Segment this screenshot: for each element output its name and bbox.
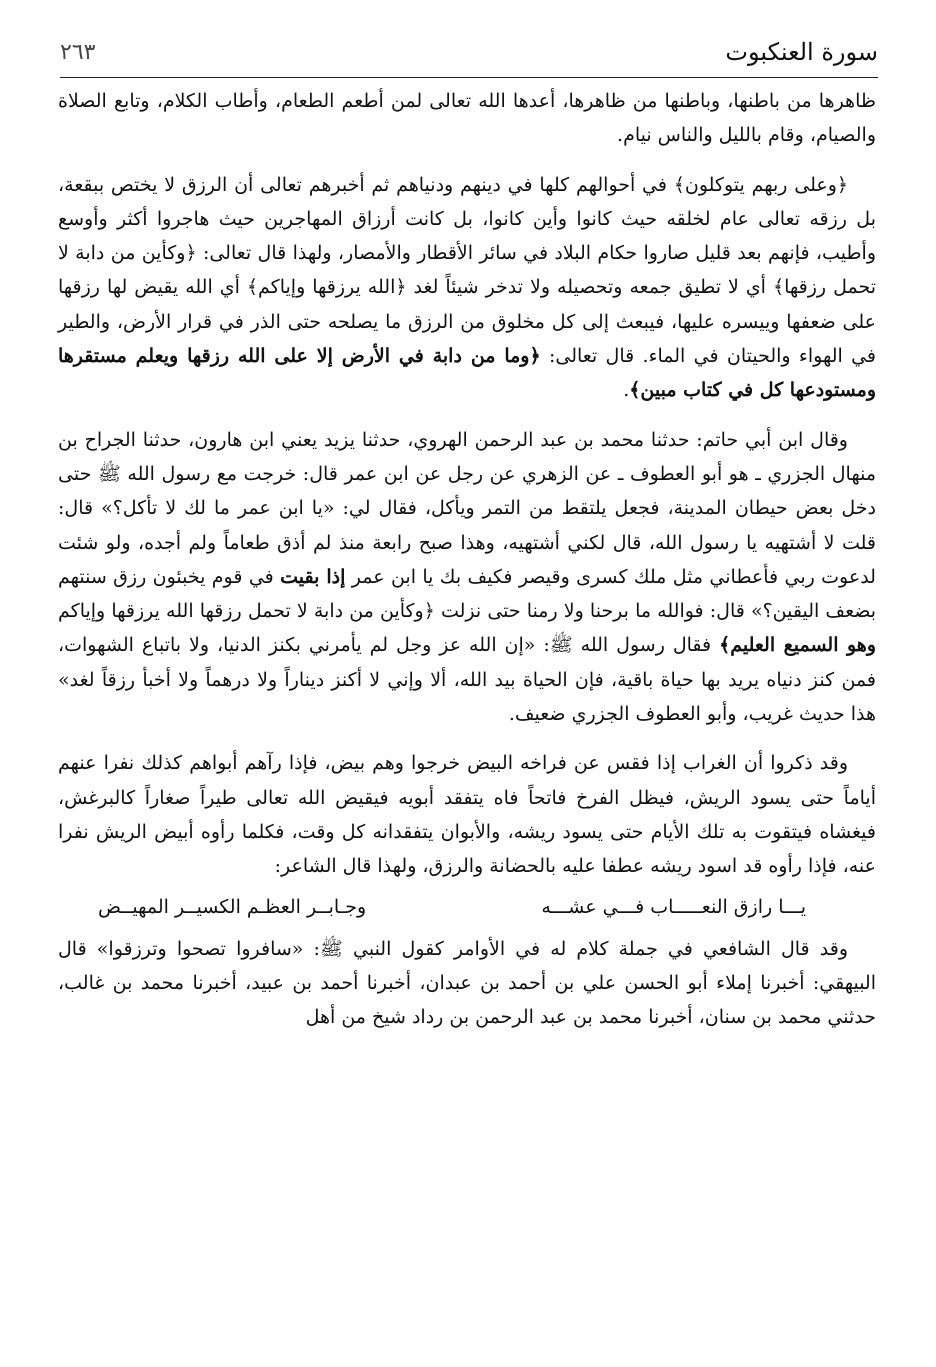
paragraph-3-text-b: في قوم يخبئون رزق سنتهم بضعف اليقين؟» قال: فوالله ما برحنا ولا رمنا حتى نزلت ﴿وكأين من دابة لا تحمل رزقها الله يرزقها وإياكم	[58, 565, 876, 623]
page-body	[58, 84, 876, 1034]
paragraph-3-text-a: وقال ابن أبي حاتم: حدثنا محمد بن عبد الرحمن الهروي، حدثنا يزيد يعني ابن هارون، حدثنا الجراح بن منهال الجزري ـ هو أبو العطوف ـ عن الزهري عن رجل عن ابن عمر قال: خرجت مع رسول الله ﷺ حتى دخل بعض حيطان المدينة، فجعل يلتقط من التمر ويأكل، فقال لي: «يا ابن عمر ما لك لا تأكل؟» قال: قلت لا أشتهيه يا رسول الله، قال لكني أشتهيه، وهذا صبح رابعة منذ لم أذق طعاماً ولم أجده، ولو شئت لدعوت ربي فأعطاني مثل ملك كسرى وقيصر فكيف بك يا ابن عمر	[58, 428, 876, 588]
paragraph-5: وقد قال الشافعي في جملة كلام له في الأوامر كقول النبي ﷺ: «سافروا تصحوا وترزقوا» قال البيهقي: أخبرنا إملاء أبو الحسن علي بن أحمد بن عبدان، أخبرنا أحمد بن عبيد، أخبرنا محمد بن غالب، حدثني محمد بن سنان، أخبرنا محمد بن عبد الرحمن بن رداد شيخ من أهل	[58, 937, 876, 1029]
paragraph-3-bold-b: وهو السميع العليم﴾	[719, 634, 877, 657]
paragraph-3	[58, 423, 876, 732]
paragraph-4: وقد ذكروا أن الغراب إذا فقس عن فراخه البيض خرجوا وهم بيض، فإذا رآهم أبواهم كذلك نفرا عنهم أياماً حتى يسود الريش، فيظل الفرخ فاتحاً فاه يتفقد أبويه فيقيض الله تعالى طيراً صغاراً كالبرغش، فيغشاه فيتقوت به تلك الأيام حتى يسود ريشه، والأبوان يتفقدانه كل وقت، فكلما رأوه أبيض الريش نفرا عنه، فإذا رأوه قد اسود ريشه عطفا عليه بالحضانة والرزق، ولهذا قال الشاعر:	[58, 752, 876, 878]
paragraph-gap	[58, 153, 876, 168]
page-header	[60, 22, 878, 78]
page-number: ٢٦٣	[60, 40, 96, 65]
paragraph-gap	[58, 731, 876, 746]
poem-verse	[58, 890, 876, 924]
paragraph-2: ﴿وعلى ربهم يتوكلون﴾ في أحوالهم كلها في دينهم ودنياهم ثم أخبرهم تعالى أن الرزق لا يختص ببقعة، بل رزقه تعالى عام لخلقه حيث كانوا وأين كانوا، بل كانت أرزاق المهاجرين حيث هاجروا أكثر وأوسع وأطيب، فإنهم بعد قليل صاروا حكام البلاد في سائر الأقطار والأمصار، ولهذا قال تعالى: ﴿وكأين من دابة لا تحمل رزقها﴾ أي لا تطيق جمعه وتحصيله ولا تدخر شيئاً لغد ﴿الله يرزقها وإياكم﴾ أي الله يقيض لها رزقها على ضعفها وييسره عليها، فيبعث إلى كل مخلوق من الرزق ما يصلحه حتى الذر في قرار الأرض، والطير في الهواء والحيتان في الماء. قال تعالى: ﴿وما من دابة في الأرض إلا على الله رزقها ويعلم مستقرها ومستودعها كل في كتاب مبين﴾.	[58, 173, 876, 402]
paragraph-gap	[58, 408, 876, 423]
paragraph-3-bold-a: إذا بقيت	[280, 565, 346, 588]
paragraph-2-text: ﴿وعلى ربهم يتوكلون﴾ في أحوالهم كلها في دينهم ودنياهم ثم أخبرهم تعالى أن الرزق لا يختص ببقعة، بل رزقه تعالى عام لخلقه حيث كانوا وأين كانوا، بل كانت أرزاق المهاجرين حيث هاجروا أكثر وأوسع وأطيب، فإنهم بعد قليل صاروا حكام البلاد في سائر الأقطار والأمصار، ولهذا قال تعالى: ﴿وكأين من دابة لا تحمل رزقها﴾ أي لا تطيق جمعه وتحصيله ولا تدخر شيئاً لغد ﴿الله يرزقها وإياكم﴾ أي الله يقيض لها رزقها على ضعفها وييسره عليها، فيبعث إلى كل مخلوق من الرزق ما يصلحه حتى الذر في قرار الأرض، والطير في الهواء والحيتان في الماء. قال تعالى:	[58, 173, 876, 368]
poem-left-hemistich: وجـابــر العظـم الكسيــر المهيــض	[98, 895, 367, 918]
header-divider	[60, 77, 878, 78]
running-title: سورة العنكبوت	[725, 38, 878, 66]
quran-verse-bold: ﴿وما من دابة في الأرض إلا على الله رزقها ويعلم مستقرها ومستودعها كل في كتاب مبين﴾	[58, 345, 876, 402]
paragraph-1: ظاهرها من باطنها، وباطنها من ظاهرها، أعدها الله تعالى لمن أطعم الطعام، وأطاب الكلام، وتابع الصلاة والصيام، وقام بالليل والناس نيام.	[58, 90, 876, 147]
paragraph-3-text-c: فقال رسول الله ﷺ: «إن الله عز وجل لم يأمرني بكنز الدنيا، ولا باتباع الشهوات، فمن كنز دنياه يريد بها حياة باقية، فإن الحياة بيد الله، ألا وإني لا أكنز ديناراً ولا درهماً ولا أخبأ رزقاً لغد» هذا حديث غريب، وأبو العطوف الجزري ضعيف.	[58, 634, 876, 726]
poem-right-hemistich: يـــا رازق النعـــــاب فـــي عشـــه	[541, 895, 806, 918]
